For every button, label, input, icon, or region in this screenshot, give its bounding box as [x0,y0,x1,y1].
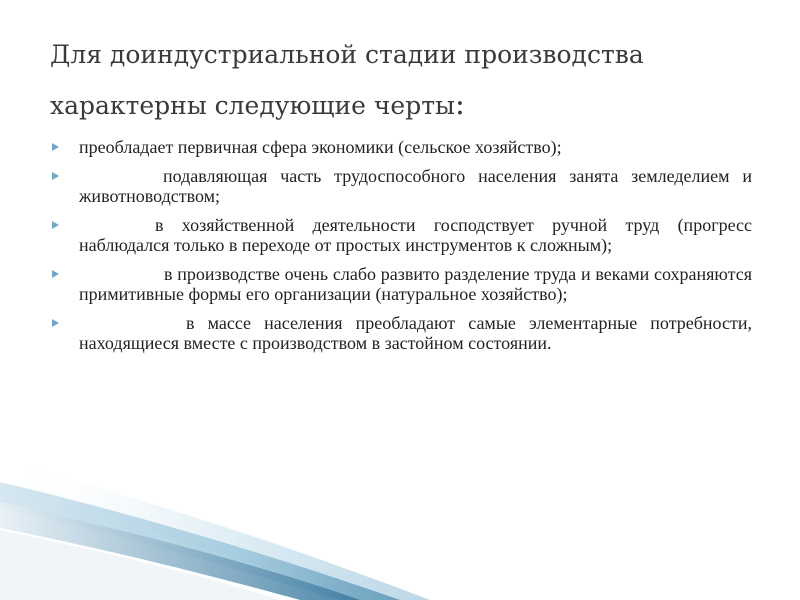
triangle-bullet-icon [52,270,59,278]
triangle-bullet-icon [52,319,59,327]
decorative-swoosh [0,460,800,600]
bullet-item [52,264,752,304]
slide-title-colon: : [454,87,466,122]
bullet-item [52,313,752,353]
bullet-list [52,137,752,362]
bullet-text: в производстве очень слабо развито разделение труда и веками сохраняются примитивные формы его организации (натуральное хозяйство); [79,264,752,304]
slide-title-text: Для доиндустриальной стадии производства характерны следующие черты [50,40,644,120]
slide-title [50,30,770,131]
triangle-bullet-icon [52,221,59,229]
bullet-text: в массе населения преобладают самые элементарные потребности, находящиеся вместе с производством в застойном состоянии. [79,313,752,353]
triangle-bullet-icon [52,172,59,180]
bullet-item [52,166,752,206]
bullet-text: в хозяйственной деятельности господствует ручной труд (прогресс наблюдался только в переходе от простых инструментов к сложным); [79,215,752,255]
triangle-bullet-icon [52,143,59,151]
bullet-item [52,137,752,157]
bullet-text: преобладает первичная сфера экономики (сельское хозяйство); [79,137,562,157]
bullet-text: подавляющая часть трудоспособного населения занята земледелием и животноводством; [79,166,752,206]
bullet-item [52,215,752,255]
